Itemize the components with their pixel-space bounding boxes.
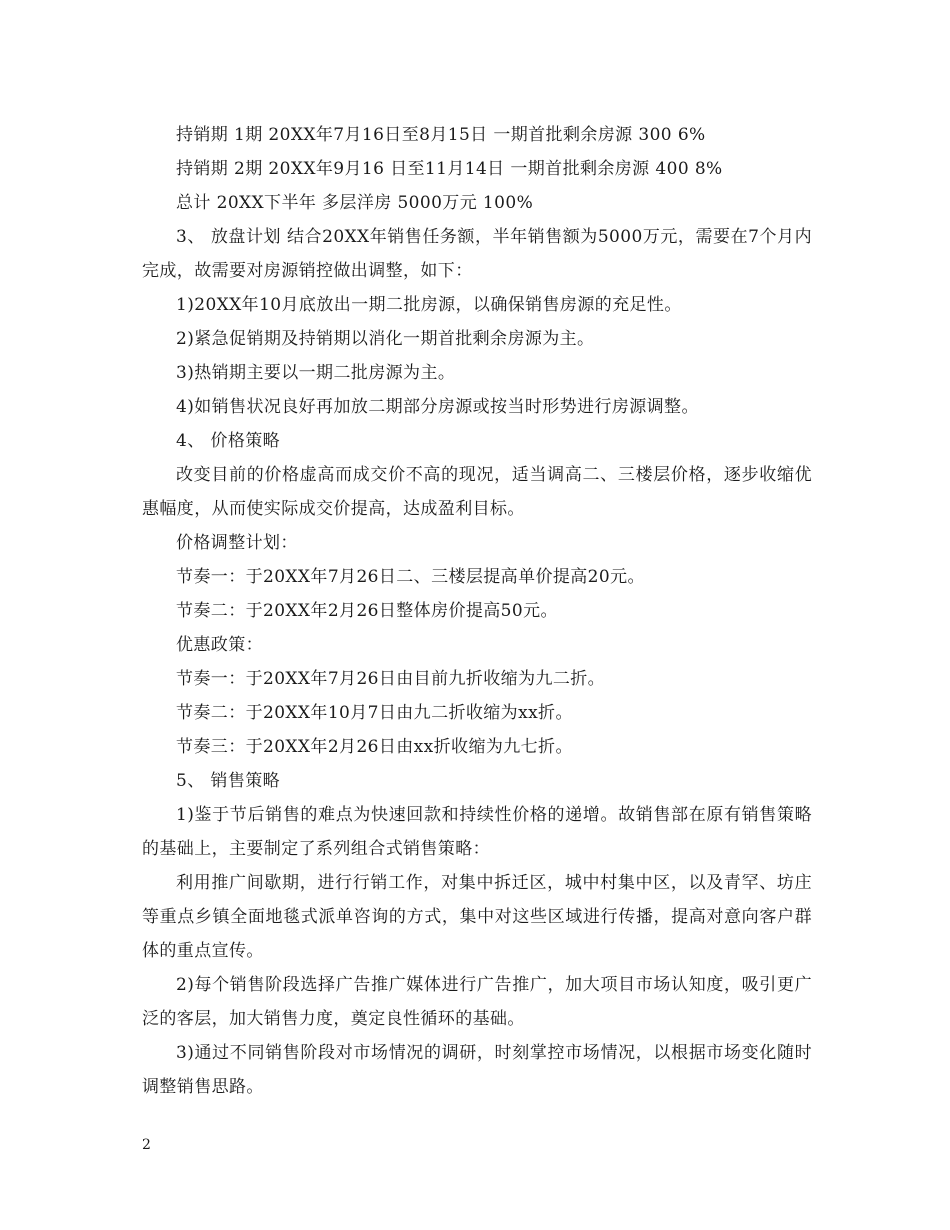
- document-body: [142, 118, 812, 1104]
- list-item-sales-1: 1)鉴于节后销售的难点为快速回款和持续性价格的递增。故销售部在原有销售策略的基础上，主要制定了系列组合式销售策略：: [142, 805, 812, 859]
- list-item-price-step-2: 节奏二：于20XX年2月26日整体房价提高50元。: [176, 601, 558, 621]
- paragraph-sales-period-1: 持销期 1期 20XX年7月16日至8月15日 一期首批剩余房源 300 6%: [176, 125, 706, 145]
- list-item-release-4: 4)如销售状况良好再加放二期部分房源或按当时形势进行房源调整。: [176, 397, 699, 417]
- paragraph-price-strategy: 改变目前的价格虚高而成交价不高的现况，适当调高二、三楼层价格，逐步收缩优惠幅度，从而使实际成交价提高，达成盈利目标。: [142, 465, 812, 519]
- section-heading-price-strategy: 4、 价格策略: [176, 431, 281, 451]
- paragraph-sales-period-2: 持销期 2期 20XX年9月16 日至11月14日 一期首批剩余房源 400 8%: [176, 159, 723, 179]
- list-item-release-3: 3)热销期主要以一期二批房源为主。: [176, 363, 456, 383]
- list-item-release-2: 2)紧急促销期及持销期以消化一期首批剩余房源为主。: [176, 329, 595, 349]
- paragraph-total: 总计 20XX下半年 多层洋房 5000万元 100%: [176, 193, 534, 213]
- section-heading-release-plan: 3、 放盘计划 结合20XX年销售任务额，半年销售额为5000万元，需要在7个月内完成，故需要对房源销控做出调整，如下：: [142, 227, 812, 281]
- section-heading-sales-strategy: 5、 销售策略: [176, 771, 281, 791]
- paragraph-promotion-detail: 利用推广间歇期，进行行销工作，对集中拆迁区，城中村集中区，以及青罕、坊庄等重点乡镇全面地毯式派单咨询的方式，集中对这些区域进行传播，提高对意向客户群体的重点宣传。: [142, 873, 812, 961]
- list-item-discount-step-3: 节奏三：于20XX年2月26日由xx折收缩为九七折。: [176, 737, 573, 757]
- list-item-release-1: 1)20XX年10月底放出一期二批房源，以确保销售房源的充足性。: [176, 295, 682, 315]
- list-item-price-step-1: 节奏一：于20XX年7月26日二、三楼层提高单价提高20元。: [176, 567, 645, 587]
- subheading-price-adjustment: 价格调整计划：: [176, 533, 298, 553]
- list-item-sales-2: 2)每个销售阶段选择广告推广媒体进行广告推广，加大项目市场认知度，吸引更广泛的客层，加大销售力度，奠定良性循环的基础。: [142, 975, 812, 1029]
- list-item-discount-step-1: 节奏一：于20XX年7月26日由目前九折收缩为九二折。: [176, 669, 606, 689]
- list-item-discount-step-2: 节奏二：于20XX年10月7日由九二折收缩为xx折。: [176, 703, 573, 723]
- subheading-discount-policy: 优惠政策：: [176, 635, 263, 655]
- list-item-sales-3: 3)通过不同销售阶段对市场情况的调研，时刻掌控市场情况，以根据市场变化随时调整销售思路。: [142, 1043, 812, 1097]
- page-number: 2: [142, 1137, 151, 1153]
